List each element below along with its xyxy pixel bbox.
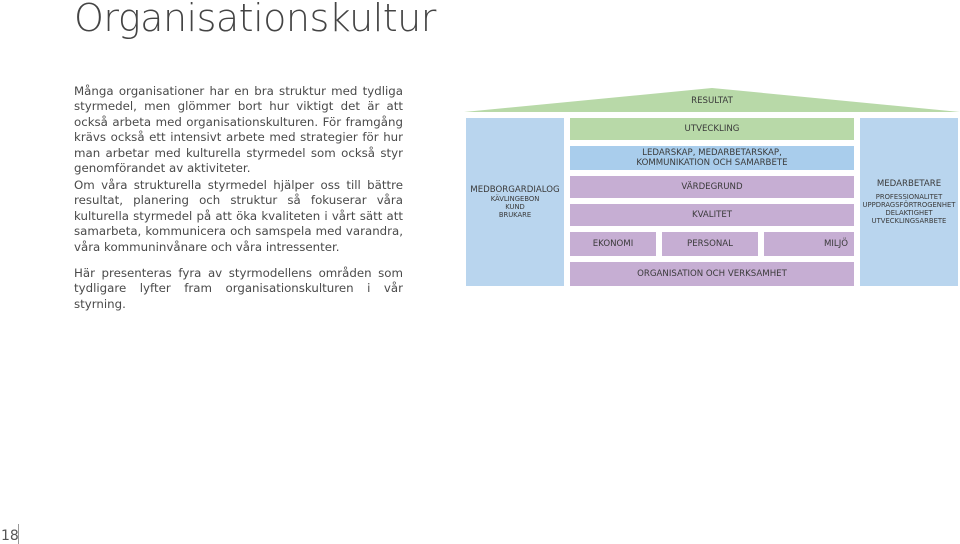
left-pillar-item: BRUKARE xyxy=(498,211,532,219)
body-paragraph: Om våra strukturella styrmedel hjälper oss till bättre resultat, planering och struktur så fokuserar våra kulturella styrmedel på att öka kvaliteten i vårt sätt att samarbeta, kommunicera och samspela med varandra, våra kommuninvånare och våra intressenter. xyxy=(74,178,403,254)
left-pillar-title: MEDBORGARDIALOG xyxy=(470,185,560,195)
left-pillar-medborgardialog xyxy=(466,118,564,286)
box-utveckling-label: UTVECKLING xyxy=(684,124,740,134)
box-utveckling xyxy=(570,118,854,140)
left-pillar-item: KUND xyxy=(505,203,525,211)
governance-model-diagram xyxy=(464,88,960,288)
box-foundation-label: ORGANISATION OCH VERKSAMHET xyxy=(637,269,787,279)
page-number: 18 xyxy=(1,528,19,544)
box-ledarskap xyxy=(570,146,854,170)
right-pillar-item: PROFESSIONALITET xyxy=(875,193,943,201)
right-pillar-item: DELAKTIGHET xyxy=(885,209,933,217)
right-pillar-item: UPPDRAGSFÖRTROGENHET xyxy=(862,201,956,209)
box-ekonomi xyxy=(570,232,656,256)
right-pillar-title: MEDARBETARE xyxy=(876,179,942,189)
page-title: Organisationskultur xyxy=(74,0,436,40)
box-vardegrund xyxy=(570,176,854,198)
right-pillar-medarbetare xyxy=(860,118,958,286)
right-pillar-item: UTVECKLINGSARBETE xyxy=(871,217,947,225)
intro-paragraph: Många organisationer har en bra struktur med tydliga styrmedel, men glömmer bort hur viktigt det är att också arbeta med organisationskulturen. För framgång krävs också ett intensivt arbete med strategier för hur man arbetar med kulturella styrmedel som också styr genomförandet av aktiviteter. xyxy=(74,84,403,176)
closing-paragraph: Här presenteras fyra av styrmodellens områden som tydligare lyfter fram organisationskulturen i vår styrning. xyxy=(74,266,403,311)
box-miljo-label: MILJÖ xyxy=(823,239,849,249)
box-ledarskap-line1: LEDARSKAP, MEDARBETARSKAP, xyxy=(642,148,782,158)
left-pillar-item: KÄVLINGEBON xyxy=(490,195,540,203)
box-vardegrund-label: VÄRDEGRUND xyxy=(681,182,743,192)
roof-label-resultat: RESULTAT xyxy=(691,96,733,106)
box-kvalitet xyxy=(570,204,854,226)
box-kvalitet-label: KVALITET xyxy=(691,210,733,220)
box-foundation xyxy=(570,262,854,286)
box-ekonomi-label: EKONOMI xyxy=(592,239,634,249)
box-personal xyxy=(662,232,758,256)
box-personal-label: PERSONAL xyxy=(687,239,733,249)
box-ledarskap-line2: KOMMUNIKATION OCH SAMARBETE xyxy=(636,158,788,168)
box-miljo xyxy=(764,232,854,256)
